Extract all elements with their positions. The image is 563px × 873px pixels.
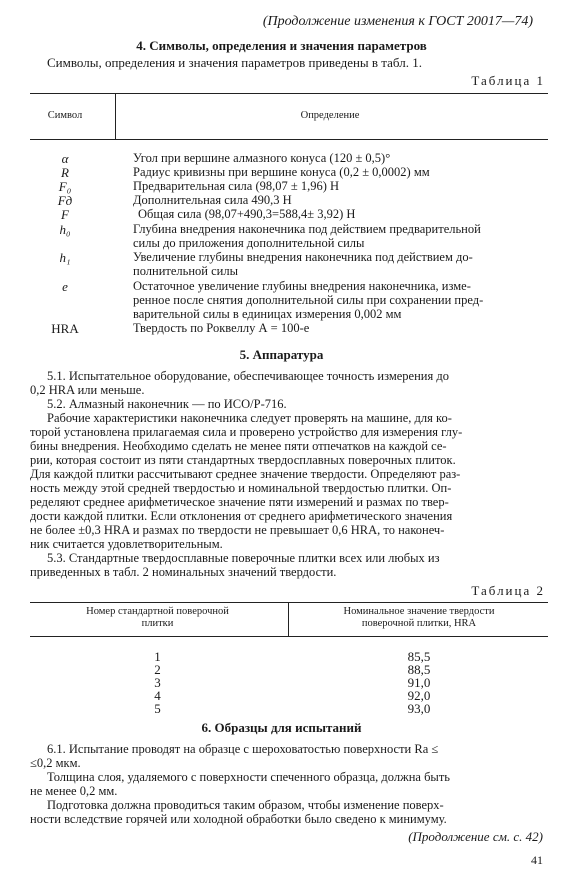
plate-number-cell: 1	[154, 649, 161, 664]
definition-cell: Остаточное увеличение глубины внедрения наконечника, изме-	[133, 279, 471, 293]
definition-cell: Глубина внедрения наконечника под действием предварительной	[133, 222, 481, 236]
paragraph-line: 5.1. Испытательное оборудование, обеспечивающее точность измерения до	[47, 369, 449, 383]
definition-cell: Радиус кривизны при вершине конуса (0,2 ± 0,0002) мм	[133, 165, 430, 179]
hardness-value-cell: 85,5	[407, 649, 431, 664]
hardness-value-cell: 91,0	[407, 675, 431, 690]
symbol-cell: e	[62, 279, 68, 294]
paragraph-line: 6.1. Испытание проводят на образце с шероховатостью поверхности Rа ≤	[47, 742, 439, 756]
definition-cell: Дополнительная сила 490,3 Н	[133, 193, 292, 207]
paragraph-line: ределяют среднее арифметическое значение пяти измерений и размах по твер-	[30, 495, 449, 509]
definition-cell: варительной силы в единицах измерения 0,002 мм	[133, 307, 402, 321]
symbol-cell: h₀	[59, 222, 71, 237]
definition-cell: Общая сила (98,07+490,3=588,4± 3,92) Н	[138, 207, 356, 221]
section-4-intro: Символы, определения и значения параметров приведены в табл. 1.	[47, 55, 422, 70]
paragraph-line: 5.2. Алмазный наконечник — по ИСО/Р-716.	[47, 397, 287, 411]
section-6-title: 6. Образцы для испытаний	[201, 720, 362, 735]
plate-number-cell: 3	[154, 675, 161, 690]
paragraph-line: приведенных в табл. 2 номинальных значений твердости.	[30, 565, 337, 579]
paragraph-line: ность между этой средней твердостью и номинальной твердостью плитки. Оп-	[30, 481, 452, 495]
table-2-col-value: поверочной плитки, HRA	[361, 618, 477, 629]
definition-cell: Предварительная сила (98,07 ± 1,96) Н	[133, 179, 340, 193]
paragraph-line: Для каждой плитки рассчитывают среднее значение твердости. Определяют раз-	[30, 467, 461, 481]
definition-cell: ренное после снятия дополнительной силы при сохранении пред-	[133, 293, 484, 307]
paragraph-line: 5.3. Стандартные твердосплавные поверочные плитки всех или любых из	[47, 551, 440, 565]
definition-cell: Увеличение глубины внедрения наконечника под действием до-	[133, 250, 473, 264]
paragraph-line: Подготовка должна проводиться таким образом, чтобы изменение поверх-	[47, 798, 444, 812]
hardness-value-cell: 88,5	[407, 662, 431, 677]
paragraph-line: рии, которая состоит из пяти стандартных твердосплавных поверочных плиток.	[30, 453, 456, 467]
paragraph-line: ности вследствие горячей или холодной обработки было сведено к минимуму.	[30, 812, 447, 826]
table-2-top-rule	[30, 602, 548, 603]
table-2-header-divider	[288, 602, 289, 636]
table-2-col-value: Номинальное значение твердости	[343, 606, 495, 617]
table-2-label: Таблица 2	[471, 583, 545, 598]
paragraph-line: Толщина слоя, удаляемого с поверхности спеченного образца, должна быть	[47, 770, 450, 784]
paragraph-line: не более ±0,3 HRA и размах по твердости не превышает 0,6 HRA, то наконеч-	[30, 523, 445, 537]
paragraph-line: торой установлена прилагаемая сила и проверено устройство для измерения глу-	[30, 425, 463, 439]
hardness-value-cell: 93,0	[407, 701, 431, 716]
hardness-value-cell: 92,0	[407, 688, 431, 703]
table-1-header-divider	[115, 93, 116, 139]
table-2-header-rule	[30, 636, 548, 637]
table-1-top-rule	[30, 93, 548, 94]
definition-cell: полнительной силы	[133, 264, 238, 278]
table-1-label: Таблица 1	[471, 73, 545, 88]
table-1-col-symbol: Символ	[47, 110, 83, 121]
definition-cell: Угол при вершине алмазного конуса (120 ± 0,5)°	[133, 151, 391, 165]
paragraph-line: бины внедрения. Необходимо сделать не менее пяти отпечатков на каждой се-	[30, 439, 447, 453]
paragraph-line: ≤0,2 мкм.	[30, 756, 81, 770]
table-2-col-number: плитки	[141, 618, 174, 629]
symbol-cell: HRA	[51, 321, 79, 336]
continuation-note: (Продолжение см. с. 42)	[408, 829, 543, 844]
symbol-cell: h₁	[59, 250, 71, 265]
table-1-col-definition: Определение	[300, 110, 360, 121]
paragraph-line: 0,2 HRA или меньше.	[30, 383, 145, 397]
symbol-cell: α	[61, 151, 69, 166]
table-1-header-rule	[30, 139, 548, 140]
symbol-cell: F	[61, 207, 69, 222]
section-4-title: 4. Символы, определения и значения параметров	[136, 38, 427, 53]
paragraph-line: ник считается удовлетворительным.	[30, 537, 223, 551]
section-5-title: 5. Аппаратура	[239, 347, 324, 362]
symbol-cell: F₀	[58, 179, 72, 194]
plate-number-cell: 5	[154, 701, 161, 716]
plate-number-cell: 2	[154, 662, 161, 677]
page-number: 41	[531, 853, 543, 867]
table-2-col-number: Номер стандартной поверочной	[86, 606, 229, 617]
plate-number-cell: 4	[154, 688, 161, 703]
paragraph-line: Рабочие характеристики наконечника следует проверять на машине, для ко-	[47, 411, 452, 425]
paragraph-line: дости каждой плитки. Если отклонения от среднего арифметического значения	[30, 509, 453, 523]
symbol-cell: R	[61, 165, 69, 180]
page-header: (Продолжение изменения к ГОСТ 20017—74)	[262, 14, 533, 29]
paragraph-line: не менее 0,2 мм.	[30, 784, 118, 798]
definition-cell: силы до приложения дополнительной силы	[133, 236, 365, 250]
symbol-cell: Fд	[57, 193, 73, 208]
definition-cell: Твердость по Роквеллу А = 100-е	[133, 321, 310, 335]
